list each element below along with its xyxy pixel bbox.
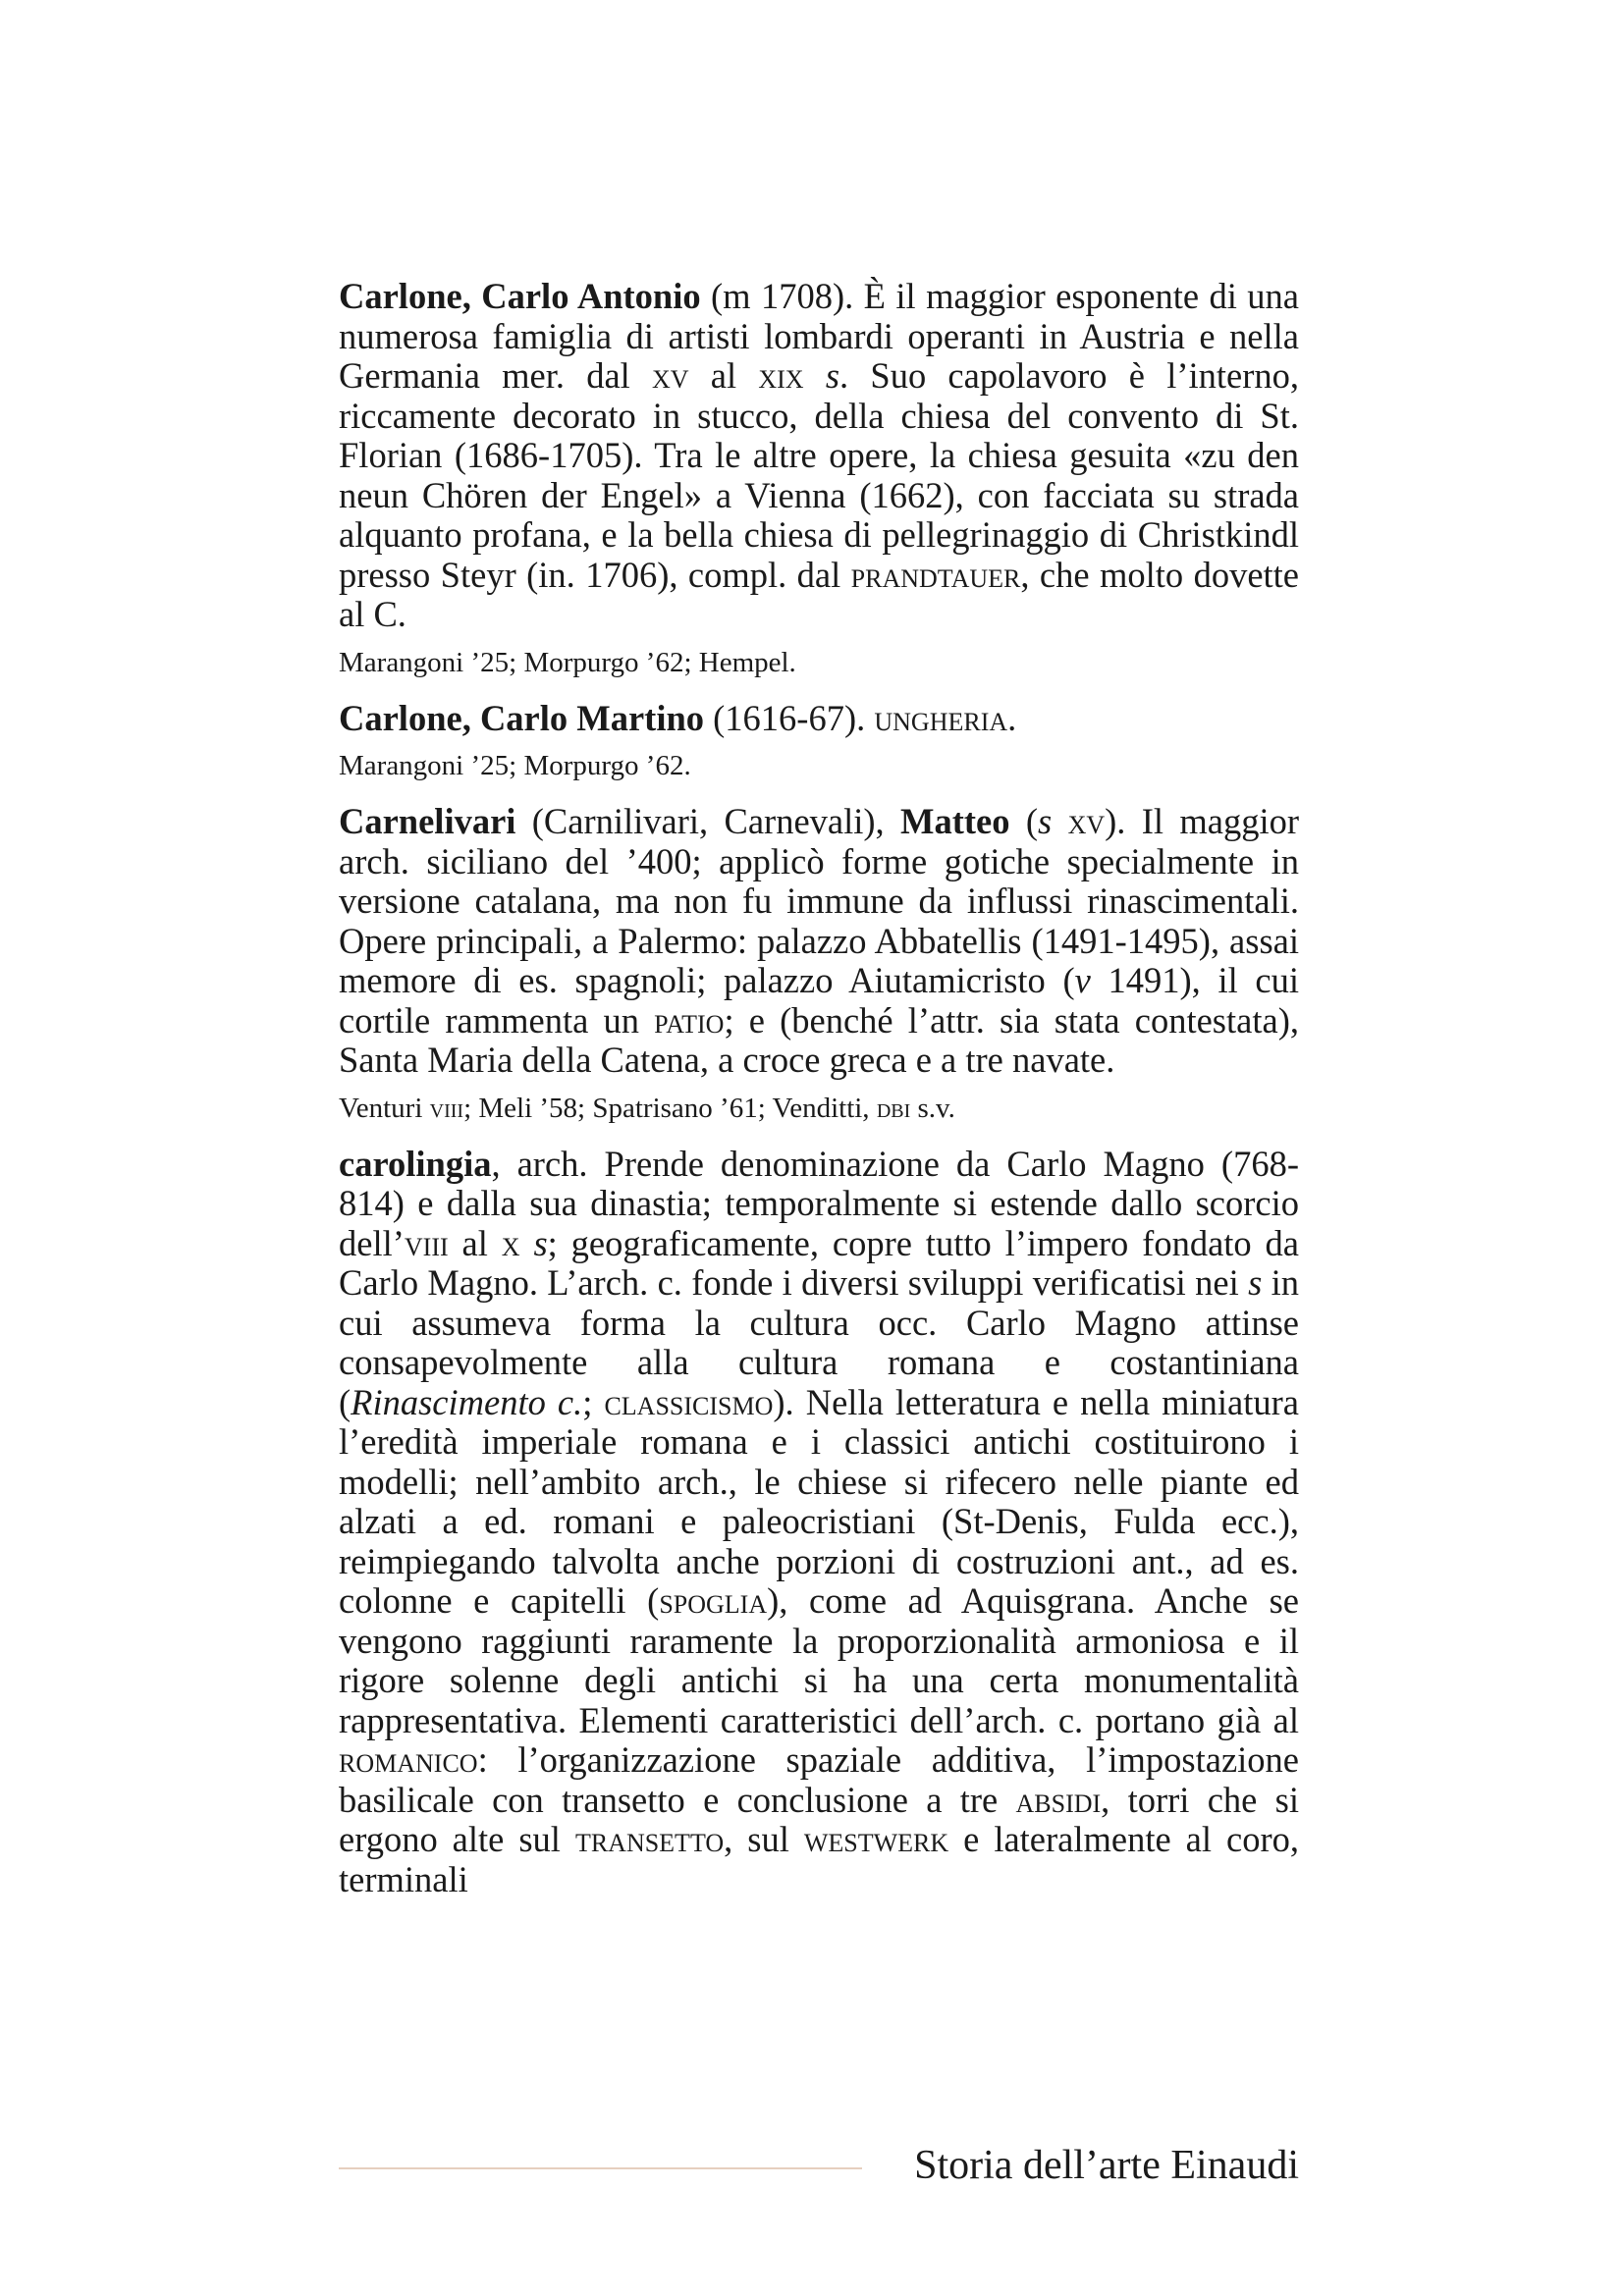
entry-carlone-carlo-martino	[339, 699, 1299, 739]
entry-heading: Carlone, Carlo Antonio	[339, 276, 701, 316]
text-run: ; geograficamente, copre tutto l’impero fondato da Carlo Magno. L’arch. c. fonde i diversi sviluppi verificatisi nei	[339, 1222, 1300, 1303]
cross-reference: transetto	[574, 1819, 725, 1859]
text-run: , sul	[724, 1819, 804, 1859]
cross-reference: x	[501, 1222, 520, 1263]
cross-reference: ungheria	[874, 697, 1008, 738]
entry-carolingia	[339, 1145, 1299, 1900]
text-run: : l’organizzazione spaziale additiva, l’impostazione basilicale con transetto e conclusione a tre	[339, 1739, 1299, 1820]
cross-reference: westwerk	[803, 1819, 949, 1859]
italic-run: s	[825, 355, 840, 396]
text-run: al	[688, 355, 759, 396]
text-run: s.v.	[910, 1092, 955, 1124]
text-run: ). Il maggior arch. siciliano del ’400; applicò forme gotiche specialmente in versione catalana, ma non fu immune da influssi rinascimentali. Opere principali, a Palermo: palazzo Abbatellis (1491-1495), assai memore di es. spagnoli; palazzo Aiutamicristo (	[339, 801, 1300, 1000]
entry-carnelivari-matteo	[339, 802, 1299, 1081]
entry-heading: carolingia	[339, 1143, 492, 1184]
entry-heading: Carlone, Carlo Martino	[339, 697, 705, 738]
text-run: (m 1708). È il maggior esponente di una numerosa famiglia di artisti lombardi operanti in Austria e nella Germania mer. dal	[339, 276, 1299, 396]
text-run: . Suo capolavoro è l’interno, riccamente decorato in stucco, della chiesa del convento di St. Florian (1686-1705). Tra le altre opere, la chiesa gesuita «zu den neun Chören der Engel» a Vienna (1662), con facciata su strada alquanto profana, e la bella chiesa di pellegrinaggio di Christkindl presso Steyr (in. 1706), compl. dal	[339, 355, 1300, 595]
cross-reference: prandtauer	[850, 554, 1021, 595]
italic-run: s	[1248, 1262, 1263, 1303]
cross-reference: romanico	[339, 1739, 478, 1780]
cross-reference: spoglia	[659, 1580, 768, 1621]
text-run: , arch. Prende denominazione da Carlo Magno (768-814) e dalla sua dinastia; temporalmente si estende dallo scorcio dell’	[339, 1143, 1299, 1263]
text-run: al	[448, 1222, 502, 1263]
cross-reference: xix	[758, 355, 804, 396]
entry-heading: Matteo	[900, 801, 1010, 841]
text-run: .	[1007, 697, 1017, 738]
text-run: in cui assumeva forma la cultura occ. Carlo Magno attinse consapevolmente alla cultura romana e costantiniana (	[339, 1262, 1299, 1422]
entry-heading: Carnelivari	[339, 801, 516, 841]
text-run: ), come ad Aquisgrana. Anche se vengono raggiunti raramente la proporzionalità armoniosa e il rigore solenne degli antichi si ha una certa monumentalità rappresentativa. Elementi caratteristici dell’arch. c. portano già al	[339, 1580, 1299, 1740]
footer-title: Storia dell’arte Einaudi	[914, 2143, 1299, 2188]
text-run: ; e (benché l’attr. sia stata contestata), Santa Maria della Catena, a croce greca e a tre navate.	[339, 999, 1299, 1080]
page-body	[339, 277, 1299, 1899]
cross-reference: patio	[654, 999, 725, 1041]
text-run: Venturi	[339, 1092, 430, 1124]
cross-reference: classicismo	[604, 1381, 774, 1422]
cross-reference: viii	[404, 1222, 449, 1263]
entry-references	[339, 1091, 1299, 1126]
italic-run: v	[1074, 960, 1091, 1000]
entry-references	[339, 645, 1299, 680]
cross-reference: xv	[652, 355, 689, 396]
cross-reference: viii	[429, 1092, 464, 1124]
text-run: e lateralmente al coro, terminali	[339, 1819, 1299, 1899]
cross-reference: xv	[1067, 801, 1106, 841]
text-run	[520, 1223, 534, 1263]
text-run: Marangoni ’25; Morpurgo ’62.	[339, 750, 691, 781]
text-run: Marangoni ’25; Morpurgo ’62; Hempel.	[339, 646, 796, 678]
footer-rule	[339, 2167, 862, 2169]
italic-run: Rinascimento c.	[351, 1381, 583, 1422]
entry-references	[339, 748, 1299, 783]
text-run: 1491), il cui cortile rammenta un	[339, 960, 1299, 1041]
text-run: ; Meli ’58; Spatrisano ’61; Venditti,	[463, 1092, 877, 1124]
text-run: ). Nella letteratura e nella miniatura l’eredità imperiale romana e i classici antichi costituirono i modelli; nell’ambito arch., le chiese si rifecero nelle piante ed alzati a ed. romani e paleocristiani (St-Denis, Fulda ecc.), reimpiegando talvolta anche porzioni di costruzioni ant., ad es. colonne e capitelli (	[339, 1381, 1299, 1621]
cross-reference: dbi	[876, 1092, 911, 1124]
text-run	[804, 355, 826, 396]
italic-run: s	[1038, 801, 1053, 841]
text-run: (1616-67).	[704, 697, 875, 738]
entry-carlone-carlo-antonio	[339, 277, 1299, 635]
text-run: (Carnilivari, Carnevali),	[515, 801, 901, 841]
italic-run: s	[533, 1222, 548, 1263]
text-run	[1052, 801, 1067, 841]
cross-reference: absidi	[1015, 1779, 1102, 1820]
text-run: ;	[582, 1381, 605, 1422]
text-run: , che molto dovette al C.	[339, 554, 1299, 634]
text-run: , torri che si ergono alte sul	[339, 1779, 1299, 1859]
text-run: (	[1009, 801, 1038, 841]
